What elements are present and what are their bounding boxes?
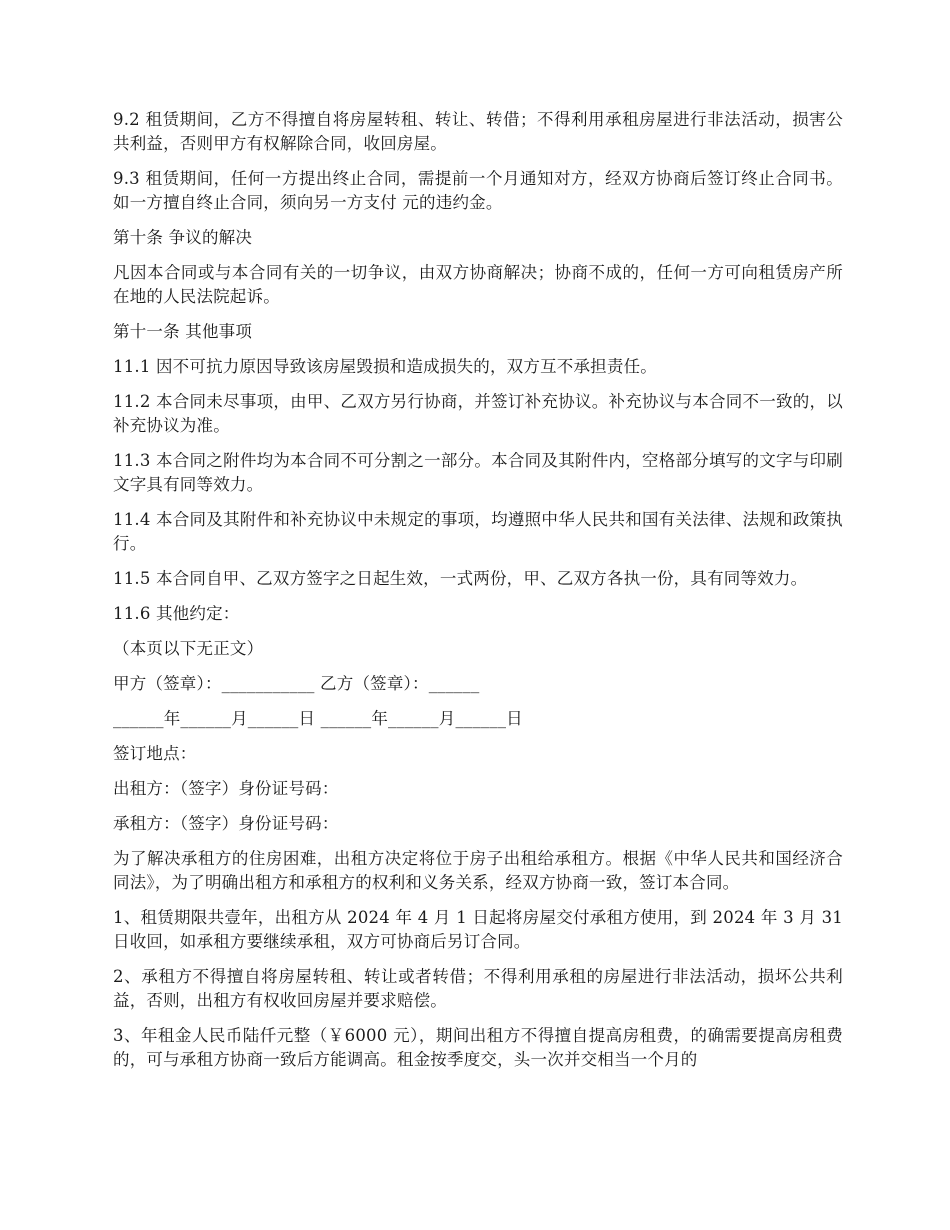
clause-11-3: 11.3 本合同之附件均为本合同不可分割之一部分。本合同及其附件内，空格部分填写的文字与印刷文字具有同等效力。	[113, 451, 843, 494]
preamble: 为了解决承租方的住房困难，出租方决定将位于房子出租给承租方。根据《中华人民共和国经济合同法》，为了明确出租方和承租方的权利和义务关系，经双方协商一致，签订本合同。	[113, 849, 843, 892]
clause-11-1: 11.1 因不可抗力原因导致该房屋毁损和造成损失的，双方互不承担责任。	[113, 357, 657, 376]
signing-place: 签订地点：	[113, 744, 197, 763]
date-line: ______年______月______日 ______年______月______日	[113, 709, 523, 728]
clause-11-6: 11.6 其他约定：	[113, 604, 240, 623]
article-10-text: 凡因本合同或与本合同有关的一切争议，由双方协商解决；协商不成的，任何一方可向租赁房产所在地的人民法院起诉。	[113, 263, 843, 306]
clause-9-2: 9.2 租赁期间，乙方不得擅自将房屋转租、转让、转借；不得利用承租房屋进行非法活动，损害公共利益，否则甲方有权解除合同，收回房屋。	[113, 110, 843, 153]
clause-11-4: 11.4 本合同及其附件和补充协议中未规定的事项，均遵照中华人民共和国有关法律、法规和政策执行。	[113, 510, 843, 553]
lessee-id-line: 承租方：（签字）身份证号码：	[113, 814, 339, 833]
no-text-below-note: （本页以下无正文）	[113, 639, 264, 658]
clause-9-3: 9.3 租赁期间，任何一方提出终止合同，需提前一个月通知对方，经双方协商后签订终止合同书。如一方擅自终止合同，须向另一方支付 元的违约金。	[113, 169, 843, 212]
document-body	[113, 108, 843, 1083]
lessor-id-line: 出租方：（签字）身份证号码：	[113, 779, 339, 798]
clause-11-5: 11.5 本合同自甲、乙双方签字之日起生效，一式两份，甲、乙双方各执一份，具有同等效力。	[113, 569, 808, 588]
item-2: 2、承租方不得擅自将房屋转租、转让或者转借；不得利用承租的房屋进行非法活动，损坏公共利益，否则，出租方有权收回房屋并要求赔偿。	[113, 967, 843, 1010]
item-3: 3、年租金人民币陆仟元整（￥6000 元），期间出租方不得擅自提高房租费，的确需要提高房租费的，可与承租方协商一致后方能调高。租金按季度交，头一次并交相当一个月的	[113, 1026, 843, 1069]
item-1: 1、租赁期限共壹年，出租方从 2024 年 4 月 1 日起将房屋交付承租方使用，到 2024 年 3 月 31 日收回，如承租方要继续承租，双方可协商后另订合同。	[113, 908, 843, 951]
article-11-heading: 第十一条 其他事项	[113, 322, 253, 341]
clause-11-2: 11.2 本合同未尽事项，由甲、乙双方另行协商，并签订补充协议。补充协议与本合同不一致的，以补充协议为准。	[113, 392, 843, 435]
signature-line: 甲方（签章）：___________ 乙方（签章）：______	[113, 674, 480, 693]
article-10-heading: 第十条 争议的解决	[113, 228, 253, 247]
